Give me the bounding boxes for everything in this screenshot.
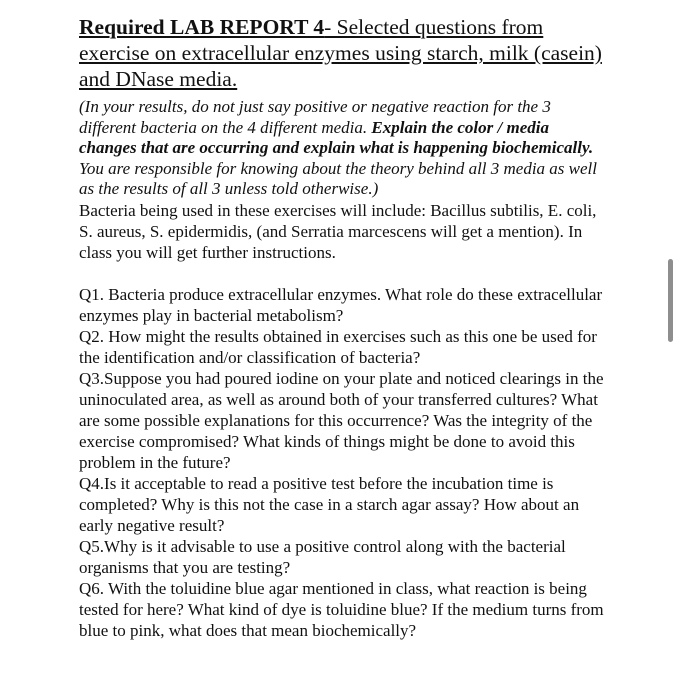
document-title — [79, 14, 609, 92]
title-bold: Required LAB REPORT 4 — [79, 15, 325, 39]
instructions-paragraph — [79, 97, 609, 200]
bacteria-note: Bacteria being used in these exercises will include: Bacillus subtilis, E. coli, S. aureus, S. epidermidis, (and Serratia marcescens will get a mention). In class you will get further instructions. — [79, 200, 597, 262]
question-q1: Q1. Bacteria produce extracellular enzymes. What role do these extracellular enzymes play in bacterial metabolism? — [79, 284, 603, 325]
vertical-scrollbar[interactable] — [668, 259, 673, 342]
question-q6: Q6. With the toluidine blue agar mentioned in class, what reaction is being tested for here? What kind of dye is toluidine blue? If the medium turns from blue to pink, what does that mean biochemically? — [79, 578, 604, 640]
title-rest: - Selected questions from exercise on extracellular enzymes using starch, milk (casein) and DNase media. — [79, 15, 602, 91]
question-q5: Q5.Why is it advisable to use a positive control along with the bacterial organisms that you are testing? — [79, 536, 566, 577]
instructions-part1: (In your results, do not just say positive or negative reaction for the 3 different bacteria on the 4 different media. — [79, 97, 551, 137]
question-q2: Q2. How might the results obtained in exercises such as this one be used for the identification and/or classification of bacteria? — [79, 326, 597, 367]
instructions-emphasis: Explain the color / media changes that are occurring and explain what is happening biochemically. — [79, 117, 594, 157]
document-page — [79, 14, 609, 641]
question-q3: Q3.Suppose you had poured iodine on your plate and noticed clearings in the uninoculated area, as well as around both of your transferred cultures? What are some possible explanations for this occurrence? Was the integrity of the exercise compromised? What kinds of things might be done to avoid this problem in the future? — [79, 368, 604, 472]
paragraph-gap — [79, 263, 609, 284]
question-q4: Q4.Is it acceptable to read a positive test before the incubation time is completed? Why is this not the case in a starch agar assay? How about an early negative result? — [79, 473, 580, 535]
instructions-part3: You are responsible for knowing about the theory behind all 3 media as well as the results of all 3 unless told otherwise.) — [79, 158, 598, 198]
